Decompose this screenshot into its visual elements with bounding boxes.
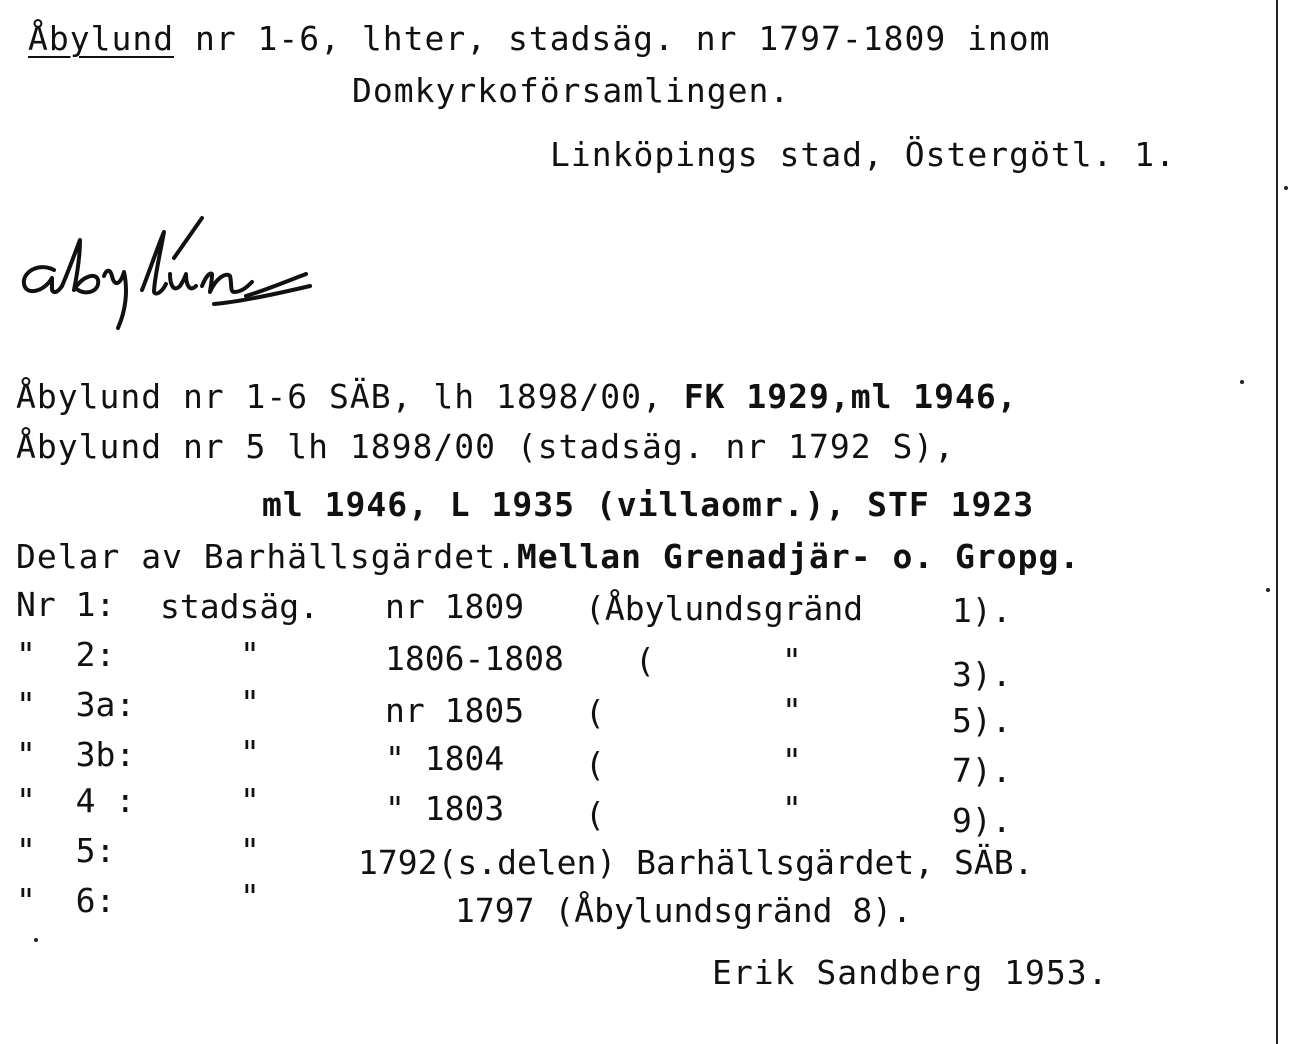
row-ditto: " bbox=[240, 781, 260, 820]
title-word: Åbylund bbox=[28, 19, 175, 58]
row-ditto-2: " bbox=[782, 789, 802, 828]
handwritten-signature bbox=[14, 210, 314, 340]
row-ditto: " bbox=[240, 733, 260, 772]
summary-line-1 bbox=[16, 377, 1018, 416]
row-number: 7). bbox=[952, 751, 1012, 790]
row-number: 3). bbox=[952, 655, 1012, 694]
row-plot: " 1803 bbox=[385, 789, 505, 828]
row-nr: Nr 1: bbox=[16, 585, 116, 624]
description-normal: Delar av Barhällsgärdet. bbox=[16, 537, 517, 576]
row-nr: " 3a: bbox=[16, 685, 136, 724]
row-paren: ( bbox=[635, 641, 655, 680]
row-ditto: " bbox=[240, 877, 260, 916]
row-paren: ( bbox=[585, 745, 605, 784]
row-plot: 1806-1808 bbox=[385, 639, 564, 678]
row-nr: " 3b: bbox=[16, 735, 136, 774]
row-street: (Åbylundsgränd bbox=[585, 589, 864, 628]
row-plot: nr 1809 bbox=[385, 587, 525, 626]
row-number: 1). bbox=[952, 591, 1012, 630]
header-line-2: Domkyrkoförsamlingen. bbox=[352, 71, 791, 110]
description-bold: Mellan Grenadjär- o. Gropg. bbox=[516, 537, 1081, 576]
margin-dot bbox=[1240, 380, 1244, 384]
row-plot: 1797 (Åbylundsgränd 8). bbox=[455, 891, 912, 930]
title-rest: nr 1-6, lhter, stadsäg. nr 1797-1809 inom bbox=[174, 19, 1051, 58]
margin-dot bbox=[34, 938, 38, 942]
margin-dot bbox=[1266, 588, 1270, 592]
row-plot: nr 1805 bbox=[385, 691, 525, 730]
row-nr: " 2: bbox=[16, 635, 116, 674]
margin-dot bbox=[1284, 186, 1288, 190]
summary-line-1-bold: FK 1929,ml 1946, bbox=[683, 377, 1018, 416]
row-number: 9). bbox=[952, 801, 1012, 840]
row-nr: " 5: bbox=[16, 831, 116, 870]
row-ditto: " bbox=[240, 831, 260, 870]
row-ditto: " bbox=[240, 683, 260, 722]
row-paren: ( bbox=[585, 693, 605, 732]
row-nr: " 6: bbox=[16, 881, 116, 920]
row-number: 5). bbox=[952, 701, 1012, 740]
row-plot: 1792(s.delen) Barhällsgärdet, SÄB. bbox=[358, 843, 1034, 882]
signature: Erik Sandberg 1953. bbox=[712, 953, 1109, 992]
summary-line-3: ml 1946, L 1935 (villaomr.), STF 1923 bbox=[262, 485, 1035, 524]
row-ditto-2: " bbox=[782, 641, 802, 680]
row-paren: ( bbox=[585, 795, 605, 834]
summary-line-2: Åbylund nr 5 lh 1898/00 (stadsäg. nr 1792 S), bbox=[16, 427, 956, 466]
summary-line-1-normal: Åbylund nr 1-6 SÄB, lh 1898/00, bbox=[16, 377, 684, 416]
row-ditto: stadsäg. bbox=[160, 587, 319, 626]
row-ditto-2: " bbox=[782, 691, 802, 730]
header-line-3: Linköpings stad, Östergötl. 1. bbox=[550, 135, 1177, 174]
row-nr: " 4 : bbox=[16, 781, 136, 820]
header-line-1 bbox=[28, 19, 1051, 58]
row-plot: " 1804 bbox=[385, 739, 505, 778]
row-ditto-2: " bbox=[782, 741, 802, 780]
description-line bbox=[16, 537, 1081, 576]
row-ditto: " bbox=[240, 635, 260, 674]
card-edge-rule bbox=[1276, 0, 1278, 1044]
